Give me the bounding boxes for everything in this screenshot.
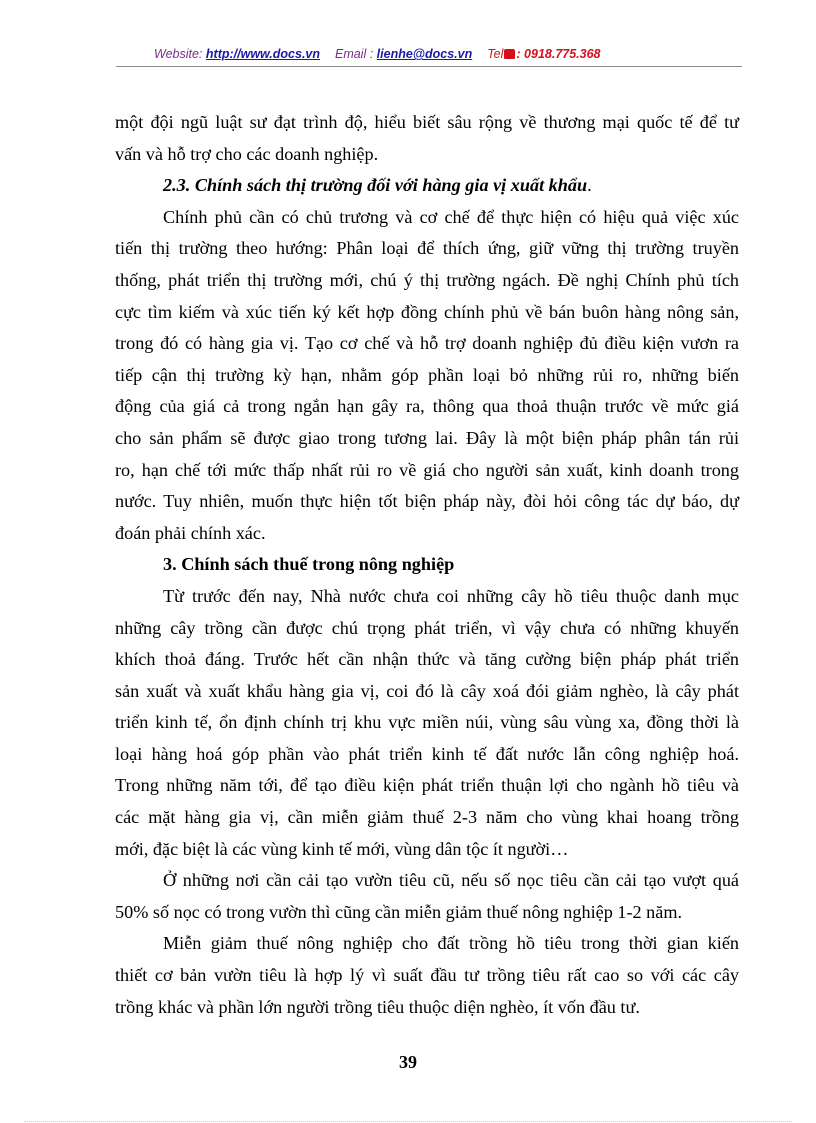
text-line: Từ trước đến nay, Nhà nước chưa coi những cây hồ tiêu thuộc danh mục (163, 585, 739, 606)
text-line: triển kinh tế, ổn định chính trị khu vực miền núi, vùng sâu vùng xa, đồng thời là (115, 712, 739, 733)
text-line: vấn và hỗ trợ cho các doanh nghiệp. (115, 143, 379, 164)
text-line: 50% số nọc có trong vườn thì cũng cần miễn giảm thuế nông nghiệp 1-2 năm. (115, 901, 683, 922)
text-line: tiếp cận thị trường kỳ hạn, nhằm góp phần loại bỏ những rủi ro, những biến (115, 364, 739, 385)
page-bottom-divider (24, 1121, 792, 1122)
text-line: ro, hạn chế tới mức thấp nhất rủi ro về giá cho người sản xuất, kinh doanh trong (115, 459, 739, 480)
text-line: một đội ngũ luật sư đạt trình độ, hiểu biết sâu rộng về thương mại quốc tế để tư (115, 112, 739, 132)
email-link[interactable]: lienhe@docs.vn (376, 47, 473, 61)
text-line: mới, đặc biệt là các vùng kinh tế mới, vùng dân tộc ít người… (115, 838, 569, 859)
website-link[interactable]: http://www.docs.vn (205, 47, 321, 61)
text-line: các mặt hàng gia vị, cần miễn giảm thuế 2-3 năm cho vùng khai hoang trồng (115, 807, 739, 828)
section-heading (115, 170, 739, 202)
text-line: sản xuất và xuất khẩu hàng gia vị, coi đó là cây xoá đói giảm nghèo, là cây phát (115, 680, 739, 701)
document-body (115, 107, 739, 1023)
tel-label: Tel (487, 47, 504, 61)
text-line: loại hàng hoá góp phần vào phát triển kinh tế đất nước lẫn công nghiệp hoá. (115, 743, 739, 764)
text-line: Trong những năm tới, để tạo điều kiện phát triển thuận lợi cho ngành hồ tiêu và (115, 775, 739, 796)
text-line: thiết cơ bản vườn tiêu là hợp lý vì suất đầu tư trồng tiêu rất cao so với các cây (115, 965, 739, 986)
email-label: Email : (334, 47, 374, 61)
phone-icon (504, 49, 515, 59)
website-label: Website: (154, 47, 203, 61)
section-heading-3: 3. Chính sách thuế trong nông nghiệp (163, 554, 455, 575)
text-line: tiến thị trường theo hướng: Phân loại để thích ứng, giữ vững thị trường truyền (115, 238, 739, 259)
text-line: cho sản phẩm sẽ được giao trong tương lai. Đây là một biện pháp phân tán rủi (115, 427, 739, 448)
tel-number: : 0918.775.368 (516, 47, 601, 61)
text-line: Chính phủ cần có chủ trương và cơ chế để thực hiện có hiệu quả việc xúc (163, 206, 739, 227)
text-line: những cây trồng cần được chú trọng phát triển, vì vậy chưa có những khuyến (115, 617, 739, 638)
text-line: Ở những nơi cần cải tạo vườn tiêu cũ, nếu số nọc tiêu cần cải tạo vượt quá (163, 870, 739, 891)
text-line: thống, phát triển thị trường mới, chú ý thị trường ngách. Đề nghị Chính phủ tích (115, 269, 739, 290)
page-number: 39 (399, 1052, 417, 1072)
text-line: khích thoả đáng. Trước hết cần nhận thức và tăng cường biện pháp phát triển (115, 649, 739, 670)
heading-2-3: 2.3. Chính sách thị trường đối với hàng gia vị xuất khẩu (163, 175, 588, 196)
text-line: đoán phải chính xác. (115, 522, 266, 543)
heading-period: . (587, 175, 592, 196)
text-line: trong đó có hàng gia vị. Tạo cơ chế và hỗ trợ doanh nghiệp đủ điều kiện vươn ra (115, 333, 739, 354)
text-line: trồng khác và phần lớn người trồng tiêu thuộc diện nghèo, ít vốn đầu tư. (115, 996, 640, 1017)
text-line: động của giá cả trong ngắn hạn gây ra, thông qua thoả thuận trước về mức giá (115, 396, 739, 417)
text-line: cực tìm kiếm và xúc tiến ký kết hợp đồng chính phủ về bán buôn hàng nông sản, (115, 301, 739, 322)
page-header (116, 47, 742, 67)
text-line: nước. Tuy nhiên, muốn thực hiện tốt biện pháp này, đòi hỏi công tác dự báo, dự (115, 491, 739, 512)
text-line: Miễn giảm thuế nông nghiệp cho đất trồng hồ tiêu trong thời gian kiến (163, 933, 739, 954)
